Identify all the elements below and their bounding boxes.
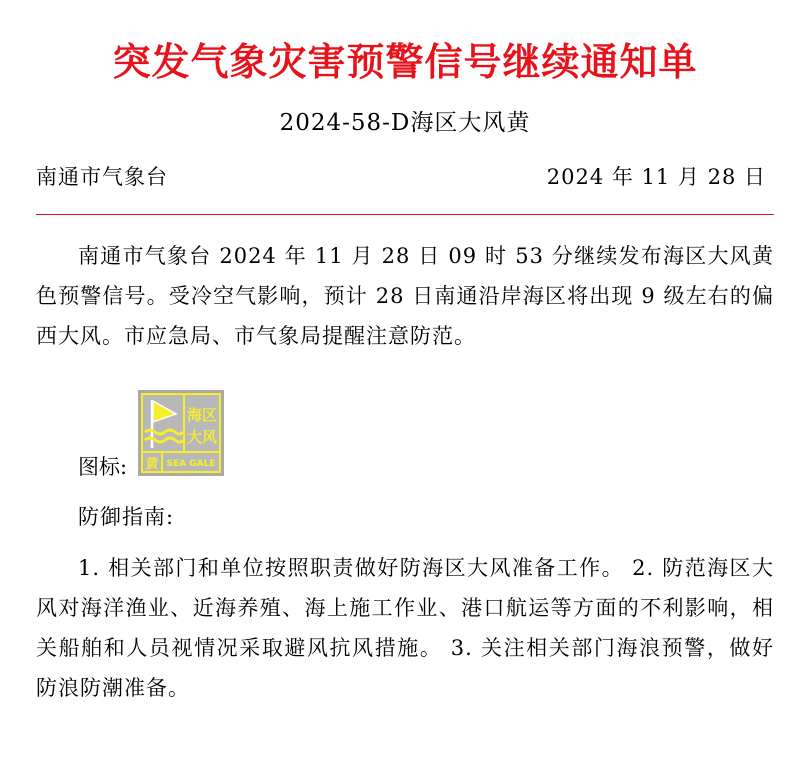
icon-text-sea-gale: SEA GALE (166, 459, 216, 469)
notice-title: 突发气象灾害预警信号继续通知单 (112, 39, 698, 84)
icon-text-sea-area: 海区 (186, 406, 218, 424)
notice-code: 2024-58-D海区大风黄 (279, 110, 531, 136)
notice-body: 南通市气象台 2024 年 11 月 28 日 09 时 53 分继续发布海区大风黄色预警信号。受冷空气影响，预计 28 日南通沿岸海区将出现 9 级左右的偏西大风。市应急局、市气象局提醒注意防范。 (36, 244, 774, 348)
icon-text-gale: 大风 (186, 428, 218, 446)
icon-label: 图标: (78, 455, 128, 479)
issue-date: 2024 年 11 月 28 日 (546, 165, 766, 189)
guide-text: 1. 相关部门和单位按照职责做好防海区大风准备工作。 2. 防范海区大风对海洋渔业、近海养殖、海上施工作业、港口航运等方面的不利影响，相关船舶和人员视情况采取避风抗风措施。 3. 关注相关部门海浪预警，做好防浪防潮准备。 (36, 556, 774, 700)
icon-text-yellow: 黄 (145, 457, 159, 472)
guide-heading: 防御指南: (78, 505, 175, 529)
sea-gale-yellow-icon (138, 390, 224, 476)
issuer-name: 南通市气象台 (36, 165, 168, 189)
header-divider (36, 214, 774, 215)
